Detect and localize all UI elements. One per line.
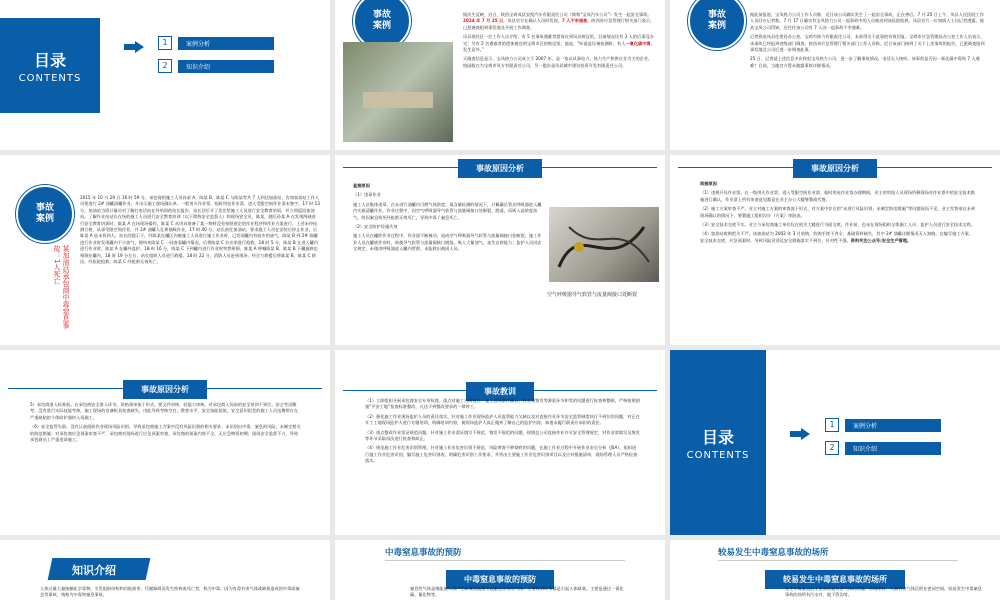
indirect-cause-3: （3）安全技术交底不实。业主与承包商施工单位仅在机关大楼进行书面交底，作业前，也未在现场组织全体施工人员、监护人员进行安全技术交底。 bbox=[700, 222, 975, 228]
slide-toc-1 bbox=[0, 0, 330, 150]
slide-cause-5 bbox=[335, 155, 665, 345]
toc-title: 目录 bbox=[33, 50, 66, 70]
lesson-1: （1）立即组织开展承包商安全专项检查。重点对施工合同签订、施工进场条件确认、作业票签发等源延环节和受的问题进行检查和整顿，严格按照创建“平安工地”检查标准整改，凡达不到整改要求的一律停工。 bbox=[365, 398, 640, 410]
case-side-label: 某加油站承包商中毒窒息事故：1人死亡 bbox=[53, 245, 70, 329]
toc-item-number: 1 bbox=[825, 418, 839, 432]
slide-title: 较易发生中毒窒息事故的场所 bbox=[718, 548, 829, 558]
case-paragraph-2: 记者致电凤县住建局办公室，宝鸡市热力有限责任公司，未获得关于此事的有效回复。宝鸡市应急管理局办公室工作人员表示，该事故已经报到省级部门调查。陕西省应急管理厅相关部门工作人员称，近日该部门接到了关于上述事故的报告，已派调查组到事发地及公司后进一步调查此事。 bbox=[750, 34, 985, 53]
slide-case-4 bbox=[0, 155, 330, 345]
toc-item-1[interactable] bbox=[158, 36, 274, 50]
title-underline bbox=[718, 560, 958, 561]
slide-cause-6 bbox=[670, 155, 1000, 345]
lesson-2: （2）强化施工作业现场监护人员的责任落实。针对施工作业现场监护人员监管能力欠缺以及对直接作业环节安全监管制度执行不到位的问题，对正在开工工地现场监护人进行专题培训，明确培训内容，使现场监护人真正做到了解自己的监护内容，知道未履行职责应承担的责任。 bbox=[365, 413, 640, 426]
case-badge: 事故 案例 bbox=[16, 185, 74, 243]
photo-sign-shape bbox=[363, 92, 433, 108]
toc-item-1[interactable] bbox=[825, 418, 941, 432]
direct-cause-1-title: （1）违章作业 bbox=[353, 192, 381, 198]
prevention-text: 窒息性气体是指能使人体产生缺氧而直接引起窒息作用的气体。主要致病环节都是引起人体缺氧。主要是通过一氧化碳、氰化物等。 bbox=[410, 586, 624, 598]
section-header: 事故教训 bbox=[466, 382, 534, 401]
case-paragraph-3: 天眼查信息显示，宝凤热力公司成立于 2007 年，是一家以从事电力、热力生产和供应业为主的企业。校园服在为宝鸡市凤方有限责任公司，另一股东是凤县城市建设投资开发有限责任公司。 bbox=[463, 56, 653, 68]
case-text bbox=[463, 12, 655, 72]
cause-paragraph-6: （6）安全监管失职。没有认真组织作业现场风险识别，导致承包商施工方案中没有风险识别的相关要求；未识别出中毒、窒息的风险，未制定相关的防范措施；对承包商应急预案审查不严，承包商对现场进行应急预案审查，承包商的预案内容不全，无应急物资初期；现场安全监督不力，导致承包商员工严重违章施工。 bbox=[30, 424, 301, 443]
cause-text bbox=[700, 181, 975, 247]
toc-item-2[interactable] bbox=[158, 59, 274, 73]
section-header: 较易发生中毒窒息事故的场所 bbox=[765, 570, 905, 589]
case-paragraph-1: 据此前报道，宝凤热力公司工作人员称，近日该公司确实发生了一起安全事故，正在善后。7 月 25 日上午，凤县人民医院工作人员回应记者称，7 月 17 日确实有宝凤热力公司一起事故中的人员被送到该医院抢救。凤县官方一位知情人士问记者透露，他从宝凤公司得知，还往往该公司有 7 人因一起事故不幸遇难。 bbox=[750, 12, 984, 30]
slide-prevention-11 bbox=[335, 540, 665, 600]
slide-knowledge-10 bbox=[0, 540, 330, 600]
lesson-3: （3）重点整改作业票证规范问题。针对施工作业票证填写不规范、签发不规范的问题，按照总公司直接作业许可安全管理规定，对作业票填写及签发等环节采取再次进行检查和纠正。 bbox=[365, 429, 640, 442]
toc-item-number: 2 bbox=[825, 441, 839, 455]
lessons-text bbox=[365, 398, 640, 468]
section-header: 事故原因分析 bbox=[793, 159, 877, 178]
slide-case-3 bbox=[670, 0, 1000, 150]
knowledge-text: 人体过量大量接触化学毒物，引发组织结构和功能损害、代谢障碍而发生疾病或死亡者，称为中毒。因为有毒有害气体或缺氧造成的中毒或窒息等事故，统称为中毒和窒息事故。 bbox=[40, 586, 300, 598]
case-paragraph-2: 凤县现任区一位工作人员介绍，有 5 名事故遇难者遗体在到凤县殡仪馆，目前情况还有 3 人的后事没办完；另有 2 名遇难者的遗体被送到宝鸡市区的殡仪馆。他说，“听说是设备检测时，有人一氧化碳中毒，发生意外。” bbox=[463, 34, 655, 53]
slide-places-12 bbox=[670, 540, 1000, 600]
toc-item-label: 案例分析 bbox=[178, 37, 274, 50]
indirect-cause-1: （1）违规开具作业票。在一级用火作业票、进入受限空间作业票、临时用电作业票办理期间，业主的审批人员现场所剩现场对作业票中的安全技术措施进行确认，作业票上所有审查意见都是在业主办公大楼签署或代签。 bbox=[700, 190, 975, 202]
case-photo bbox=[343, 42, 453, 142]
case-badge: 事故 案例 bbox=[353, 0, 411, 50]
photo-caption: 空气呼吸器导气软管与流量阀接口处断裂 bbox=[547, 292, 638, 298]
toc-subtitle: CONTENTS bbox=[18, 72, 82, 84]
knowledge-title: 知识介绍 bbox=[72, 564, 116, 577]
direct-cause-title: 直接原因 bbox=[353, 183, 370, 188]
slide-lessons-8 bbox=[335, 350, 665, 535]
section-header: 中毒窒息事故的预防 bbox=[446, 570, 554, 589]
toc-item-2[interactable] bbox=[825, 441, 941, 455]
toc-menu bbox=[158, 36, 274, 82]
case-text: 2015 年 10 月 29 日 16 时 59 分，承包商的施工人员孙某 A、陈某 B、陈某 C 与陈某等共 7 人到达加油站，告知加油站工作人员要进行 2# 油罐清罐作业，并出示施工现场确认单。一般用火作业票、临时用电作业票。进入受限空间作业票未签字。17 时 13 分，加油站当班计量员对了解打电话向在外培训的站长报告，站长回后开了奖先给施工人员进行安全教育培训，并立即返回加油站。了解作业站站长在场的施工人员进行安全教育培训（以下简称安全监督人）和现场安全员，陈某，随后孙某 A 在发现两缺进行安全教育培训时，陈某 A 在场现场操作，陈某 C 从用具准备了某一物料没有按照规定的作业程序和作业方案进行，上述未经检测合格，从事受限空间作业，并 2# 油罐人孔和抽吸作业，17 时 40 分，站长前往加油站，要求施工人员在安装后停止作业，后陈某 A 说未找到人，站长的提示下，经陈某在罐区内被施工人员进行施工作业时，已发现罐内有较多的油气，陈某 B 到 2# 油罐进行作业时发现罐内不少油气，便叫来陈某 C 一同查看罐内情况，后将陈某 C 拉出来进行抢救，18 时 5 分，陈某 B 在进入罐内进行作业时，陈某 A 在罐外监护。18 时 16 分，陈某 C 下到罐内进行作业时突然晕倒，陈某 A 呼喊陈某 B，陈某 B 下罐施救也晕倒在罐内，18 时 19 分左右，站长组织人员进行救援。18 时 22 分，消防人员赶到现场，经全力救援后将陈某 B、陈某 C 救出，经医院抢救，陈某 C 经抢救无效死亡。 bbox=[80, 195, 320, 265]
indirect-cause-4: （4）加油站收购把关不严。该加油站为 2002 年 3 月收购，收购手续不齐全、基础资料缺失，其中 2# 油罐详细情况无人知晓，在编写施工方案、安全技术交底、应急预案时，导致风险识别及安全措施落实不到位，针对性不强。资料关注公众号:安全生产管理。 bbox=[700, 231, 974, 243]
cause-text bbox=[353, 183, 543, 256]
title-underline bbox=[385, 560, 625, 561]
direct-cause-1: 施工人员集体违章，在未进行油罐内可燃气体浓度、氧含量检测的情况下，只佩戴长管式呼吸器进入罐内实施清罐作业，作业过程中，因空气呼吸器导气软管与流量阀接口处断裂、脱落，而吸入高浓度油气，终因窒息致死经抢救无效死亡，导致中毒 / 窒息死亡。 bbox=[353, 201, 542, 220]
toc-title-block bbox=[670, 350, 766, 535]
case-badge: 事故 案例 bbox=[688, 0, 746, 50]
toc-subtitle: CONTENTS bbox=[686, 449, 750, 461]
toc-title-block bbox=[0, 18, 100, 113]
toc-title: 目录 bbox=[701, 427, 734, 447]
hose-icon bbox=[549, 207, 659, 282]
case-paragraph-3: 25 日，记者就上述信息多次致电宝凤热力公司，进一步了解事故情况，电话无人接听。该事故是否因一氧化碳中毒致 7 人遇难？目前，当地官方暂未披露事故详细情况。 bbox=[750, 56, 980, 68]
arrow-right-icon bbox=[124, 38, 144, 57]
toc-item-number: 2 bbox=[158, 59, 172, 73]
slide-toc-2 bbox=[670, 350, 1000, 535]
places-text: 发生中毒窒息的主要原因是有害气体的泄漏、管线串料、大量有害气体沉积在密闭空间，较易发生中毒窒息事故的场所有污水井、地下管沟等。 bbox=[785, 586, 982, 598]
toc-item-label: 知识介绍 bbox=[845, 442, 941, 455]
indirect-cause-title: 间接原因 bbox=[700, 181, 717, 186]
lesson-4: （4）规范施工作业危害识别管理。针对施工作业危害识别不规范、风险辨查不够彻底的问题，在施工作业过程中开展作业安全分析（JSA），组织进行施工作业危害识别，编写施工危害识别表，明确危害识别工作要求，并列出主要施工作业危害识别项目以及应对措施清单，现场管理人员严格检查落实。 bbox=[365, 445, 638, 464]
toc-item-number: 1 bbox=[158, 36, 172, 50]
cause-paragraph-5: 5）承包商准入标准低。在承包商安全准入环节，资格预审流于形式，要文件审核，轻能力审核，对承包商入场前的安全培训不到位，安全考试敷考，没有进行实际技能考核，施工现场的设备机具检查缺失，由此导致考核空白，教育水平、安全技能很低，安全意识很差的施工人员伍携带存在严重缺陷的个体防护器材入场施工。 bbox=[30, 402, 299, 420]
section-header: 事故原因分析 bbox=[123, 380, 207, 399]
section-header: 事故原因分析 bbox=[458, 159, 542, 178]
slide-title: 中毒窒息事故的预防 bbox=[385, 548, 462, 558]
case-paragraph-1: 据民生反映，近日，陕西宝鸡凤县安凯汽车有限责任公司（简称“宝凤汽车公司”）发生一起安全事故。2024 年 7 月 25 日，凤县官方在确认人员时发现，7 人不幸遇难。陕西省应急管理厅相关部门表示，已派调查组到事发地及开展工作调查。 bbox=[463, 12, 655, 30]
slide-case-2 bbox=[335, 0, 665, 150]
direct-cause-2: 施工人员在罐底作业过程中，作业面不断被动，造成空气呼吸器导气软管与流量阀接口处断裂，施工作业人员在罐底作业时，致使导气软管与流量阀接口脱落，吸入大量油气，丧失自救能力；监护人员因安全规定，未使用呼吸器进入罐内营救，未能救出被困人员。 bbox=[353, 233, 542, 252]
toc-item-label: 知识介绍 bbox=[178, 60, 274, 73]
equipment-photo bbox=[549, 207, 659, 282]
slide-cause-7 bbox=[0, 350, 330, 535]
indirect-cause-2: （2）施工方案审查不严。业主对施工方案的审查流于形式，对方案中存在的“未进行风险识别、未制定防范措施”等问题视而不见，业主零售部在未到现场确认的情况下，签署施工组织设计（方案）审批表。 bbox=[700, 206, 976, 218]
arrow-right-icon bbox=[790, 425, 810, 444]
direct-cause-2-title: （2）安全防护设施失效 bbox=[353, 224, 398, 230]
toc-item-label: 案例分析 bbox=[845, 419, 941, 432]
toc-menu bbox=[825, 418, 941, 464]
cause-text bbox=[30, 402, 302, 446]
case-text bbox=[750, 12, 988, 72]
